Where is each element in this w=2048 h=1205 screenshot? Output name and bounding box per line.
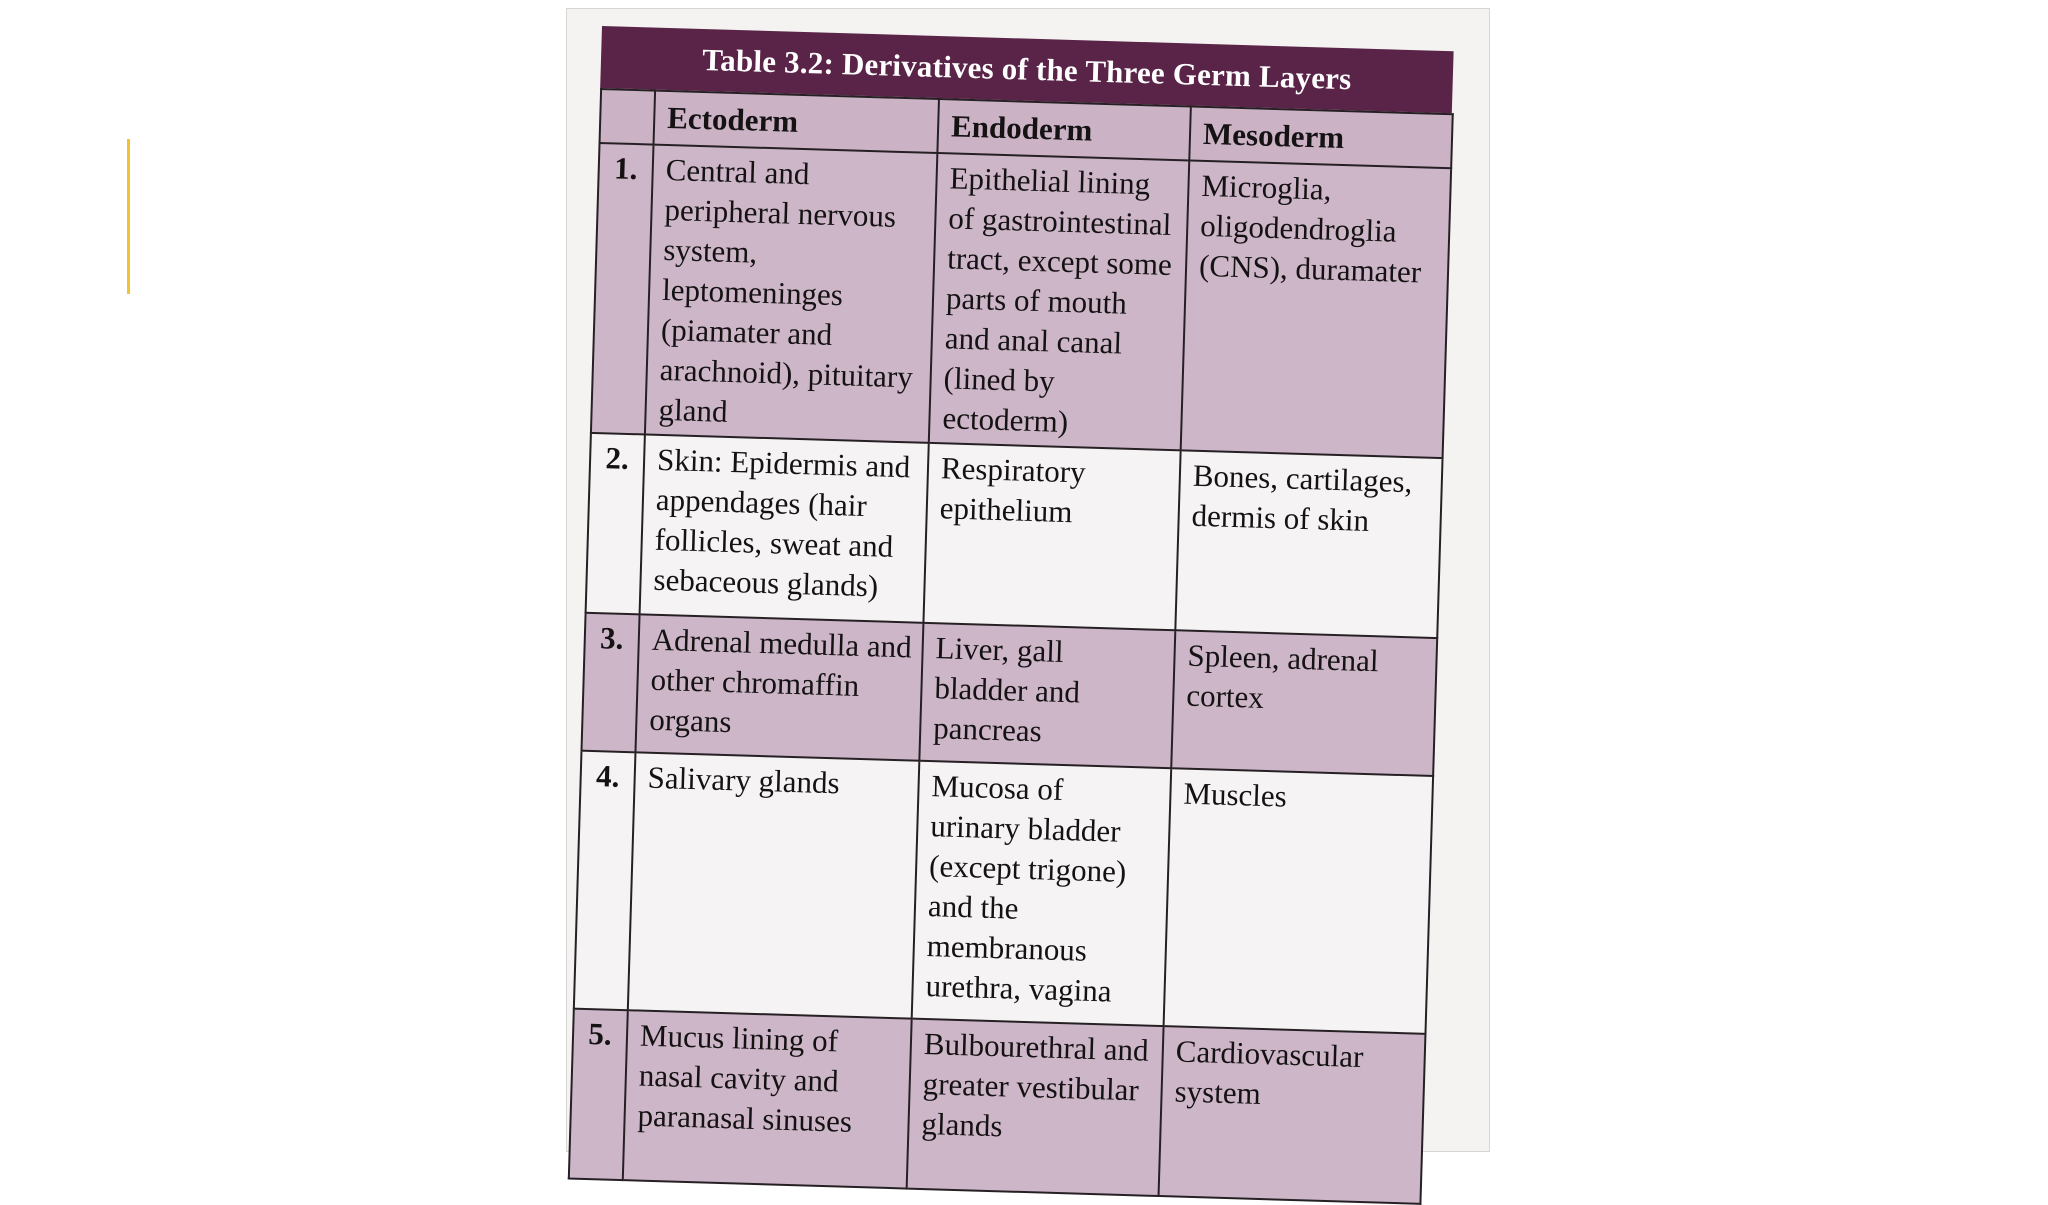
- endoderm-cell: Bulbourethral and greater vestibular glands: [907, 1019, 1164, 1196]
- ectoderm-cell: Adrenal medulla and other chromaffin organs: [635, 614, 923, 760]
- row-number: 5.: [569, 1009, 628, 1181]
- table-row: [569, 1009, 1426, 1204]
- table-row: [574, 751, 1433, 1034]
- mesoderm-cell: Bones, cartilages, dermis of skin: [1175, 450, 1442, 638]
- mesoderm-cell: Microglia, oligodendroglia (CNS), duramater: [1181, 160, 1451, 458]
- ectoderm-cell: Central and peripheral nervous system, leptomeninges (piamater and arachnoid), pituitary gland: [645, 145, 937, 443]
- mesoderm-cell: Muscles: [1164, 768, 1434, 1034]
- mesoderm-cell: Cardiovascular system: [1159, 1026, 1426, 1204]
- germ-layers-table: [568, 88, 1454, 1205]
- ectoderm-cell: Skin: Epidermis and appendages (hair follicles, sweat and sebaceous glands): [640, 434, 929, 622]
- row-number: 4.: [574, 751, 636, 1010]
- header-ectoderm: Ectoderm: [654, 91, 939, 153]
- table-row: [586, 433, 1443, 638]
- table-row: [581, 613, 1437, 776]
- table-title: Table 3.2: Derivatives of the Three Germ Layers: [600, 26, 1453, 113]
- endoderm-cell: Respiratory epithelium: [923, 443, 1180, 630]
- endoderm-cell: Liver, gall bladder and pancreas: [919, 623, 1175, 768]
- ectoderm-cell: Salivary glands: [628, 752, 920, 1018]
- row-number: 2.: [586, 433, 645, 615]
- endoderm-cell: Mucosa of urinary bladder (except trigone) and the membranous urethra, vagina: [912, 761, 1172, 1026]
- endoderm-cell: Epithelial lining of gastrointestinal tract, except some parts of mouth and anal canal (lined by ectoderm): [929, 153, 1189, 450]
- table-row: [591, 143, 1451, 458]
- textbook-page: [569, 26, 1454, 1177]
- ectoderm-cell: Mucus lining of nasal cavity and paranasal sinuses: [623, 1010, 912, 1188]
- header-mesoderm: Mesoderm: [1189, 107, 1452, 169]
- row-number: 3.: [581, 613, 639, 753]
- header-number: [600, 89, 656, 145]
- row-number: 1.: [591, 143, 654, 434]
- header-endoderm: Endoderm: [937, 99, 1190, 160]
- mesoderm-cell: Spleen, adrenal cortex: [1171, 630, 1437, 776]
- slide-accent-bar: [127, 139, 130, 294]
